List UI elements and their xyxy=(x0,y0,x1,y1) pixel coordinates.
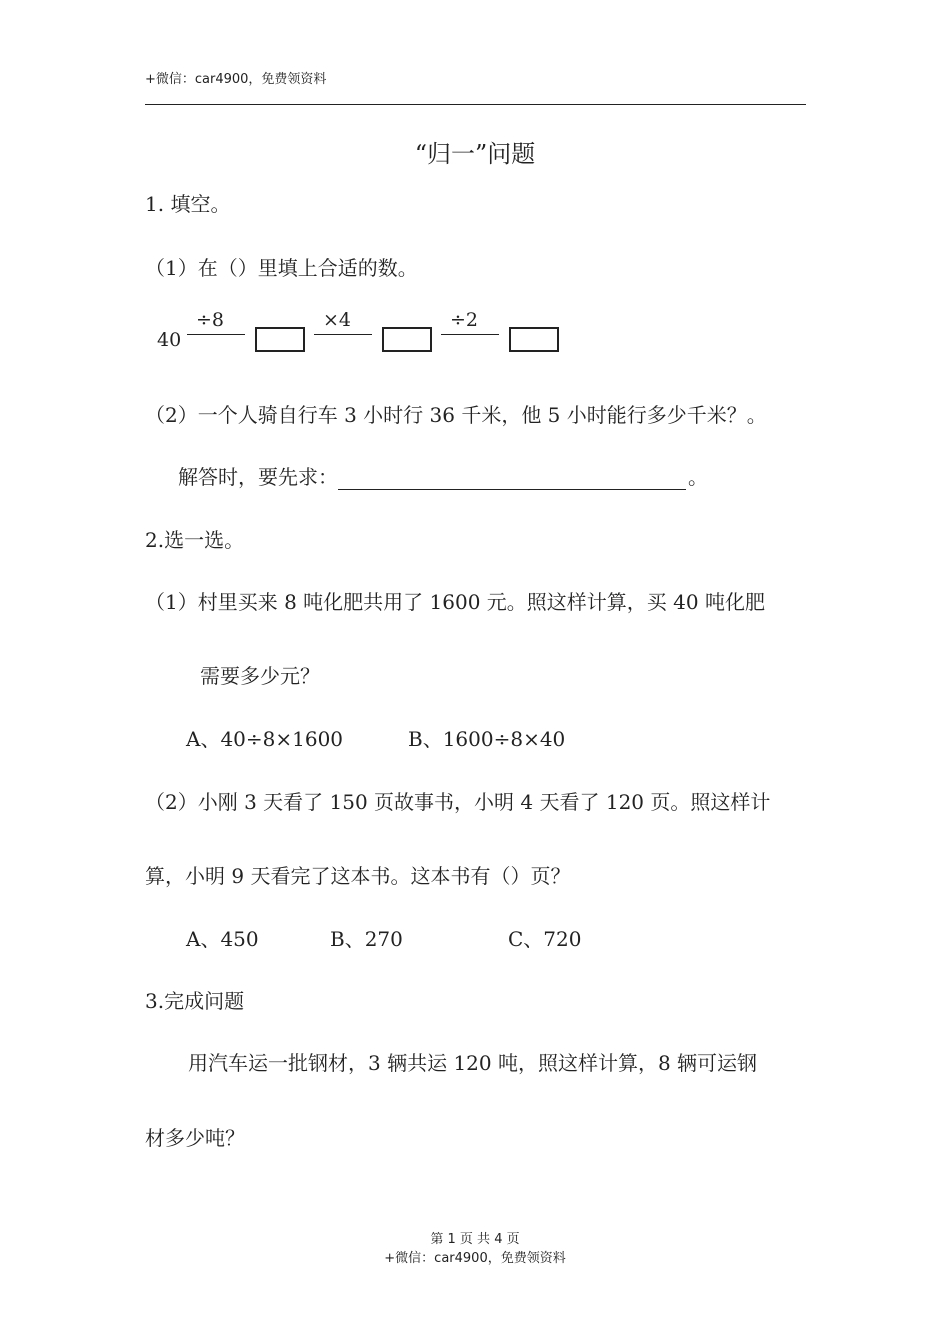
answer-blank[interactable] xyxy=(338,467,686,490)
chain-op-divide-2: ÷2 xyxy=(450,309,479,331)
chain-answer-box-3[interactable] xyxy=(509,327,559,352)
q1-heading: 1. 填空。 xyxy=(145,192,231,216)
chain-line-3 xyxy=(441,334,499,335)
answer-suffix: 。 xyxy=(688,465,708,489)
q3-line1: 用汽车运一批钢材，3 辆共运 120 吨，照这样计算，8 辆可运钢 xyxy=(188,1051,758,1075)
q2-sub2-option-a: A、450 xyxy=(186,927,259,951)
footer-watermark: +微信：car4900，免费领资料 xyxy=(384,1251,566,1266)
q3-line2: 材多少吨？ xyxy=(145,1126,245,1150)
chain-op-times-4: ×4 xyxy=(323,309,352,331)
q1-sub2: （2）一个人骑自行车 3 小时行 36 千米，他 5 小时能行多少千米？。 xyxy=(145,403,767,427)
chain-op-divide-8: ÷8 xyxy=(196,309,225,331)
q2-sub2-option-b: B、270 xyxy=(330,927,403,951)
q2-sub2-line1: （2）小刚 3 天看了 150 页故事书，小明 4 天看了 120 页。照这样计 xyxy=(145,790,771,814)
q3-heading: 3.完成问题 xyxy=(145,989,245,1013)
page-number: 第 1 页 共 4 页 xyxy=(430,1232,520,1247)
q1-answer-line xyxy=(178,461,708,490)
chain-start-number: 40 xyxy=(157,329,182,351)
q2-sub1-option-b: B、1600÷8×40 xyxy=(408,727,566,751)
chain-line-2 xyxy=(314,334,372,335)
q2-sub1-option-a: A、40÷8×1600 xyxy=(186,727,344,751)
chain-answer-box-1[interactable] xyxy=(255,327,305,352)
header-watermark: +微信：car4900，免费领资料 xyxy=(145,72,327,87)
q2-sub2-option-c: C、720 xyxy=(508,927,582,951)
page-title: “归一”问题 xyxy=(414,140,536,168)
q1-sub1: （1）在（）里填上合适的数。 xyxy=(145,256,418,280)
q2-heading: 2.选一选。 xyxy=(145,528,245,552)
answer-prefix: 解答时，要先求： xyxy=(178,465,338,489)
q2-sub1-line1: （1）村里买来 8 吨化肥共用了 1600 元。照这样计算，买 40 吨化肥 xyxy=(145,590,765,614)
q2-sub1-line2: 需要多少元？ xyxy=(200,664,320,688)
q2-sub2-line2: 算，小明 9 天看完了这本书。这本书有（）页？ xyxy=(145,864,571,888)
chain-line-1 xyxy=(187,334,245,335)
chain-answer-box-2[interactable] xyxy=(382,327,432,352)
header-divider xyxy=(145,104,806,105)
